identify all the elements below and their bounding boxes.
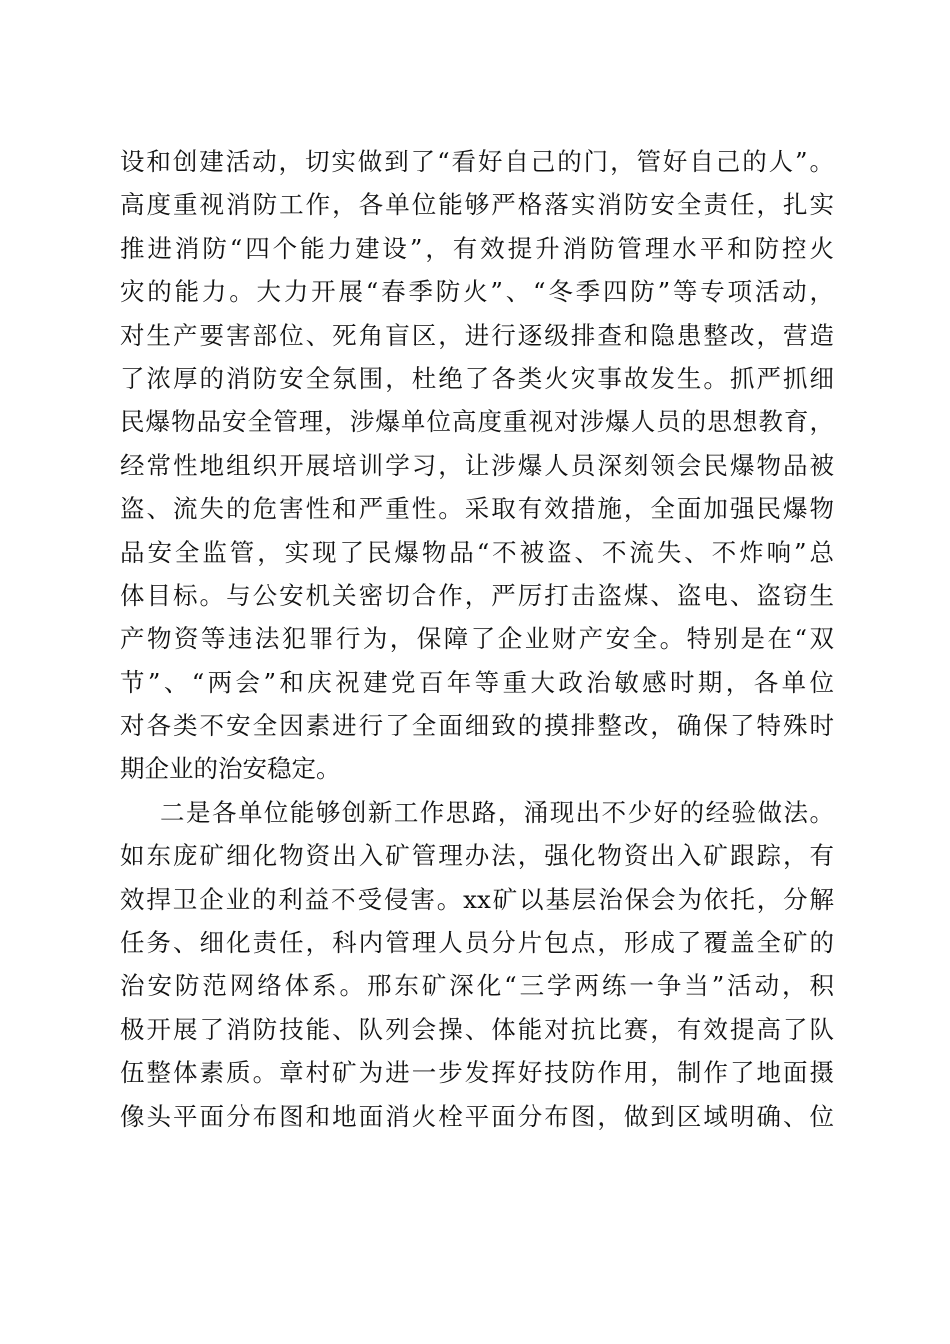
text-line: 了浓厚的消防安全氛围，杜绝了各类火灾事故发生。抓严抓细 <box>120 363 834 393</box>
text-line: 高度重视消防工作，各单位能够严格落实消防安全责任，扎实 <box>120 190 834 220</box>
text-line: 经常性地组织开展培训学习，让涉爆人员深刻领会民爆物品被 <box>120 450 834 480</box>
text-line: 体目标。与公安机关密切合作，严厉打击盗煤、盗电、盗窃生 <box>120 580 834 610</box>
text-line: 治安防范网络体系。邢东矿深化“三学两练一争当”活动，积 <box>120 971 834 1001</box>
text-line: 像头平面分布图和地面消火栓平面分布图，做到区域明确、位 <box>120 1101 834 1131</box>
text-line: 效捍卫企业的利益不受侵害。xx矿以基层治保会为依托，分解 <box>120 884 834 914</box>
text-line: 品安全监管，实现了民爆物品“不被盗、不流失、不炸响”总 <box>120 537 834 567</box>
text-line: 民爆物品安全管理，涉爆单位高度重视对涉爆人员的思想教育， <box>120 407 834 437</box>
text-line: 伍整体素质。章村矿为进一步发挥好技防作用，制作了地面摄 <box>120 1058 834 1088</box>
text-line: 任务、细化责任，科内管理人员分片包点，形成了覆盖全矿的 <box>120 928 834 958</box>
text-line: 产物资等违法犯罪行为，保障了企业财产安全。特别是在“双 <box>120 624 834 654</box>
text-line: 对各类不安全因素进行了全面细致的摸排整改，确保了特殊时 <box>120 711 834 741</box>
text-line: 盗、流失的危害性和严重性。采取有效措施，全面加强民爆物 <box>120 494 834 524</box>
text-line: 灾的能力。大力开展“春季防火”、“冬季四防”等专项活动， <box>120 277 834 307</box>
paragraph-1 <box>120 140 834 791</box>
paragraph-2 <box>120 791 834 1138</box>
text-line: 设和创建活动，切实做到了“看好自己的门，管好自己的人”。 <box>120 147 834 176</box>
text-line: 极开展了消防技能、队列会操、体能对抗比赛，有效提高了队 <box>120 1014 834 1044</box>
text-line: 如东庞矿细化物资出入矿管理办法，强化物资出入矿跟踪，有 <box>120 841 834 871</box>
text-line: 对生产要害部位、死角盲区，进行逐级排查和隐患整改，营造 <box>120 320 834 350</box>
text-line: 期企业的治安稳定。 <box>120 754 341 784</box>
text-line: 推进消防“四个能力建设”，有效提升消防管理水平和防控火 <box>120 233 834 263</box>
body-text <box>120 140 834 1138</box>
text-line: 节”、“两会”和庆祝建党百年等重大政治敏感时期，各单位 <box>120 667 834 697</box>
text-line: 二是各单位能够创新工作思路，涌现出不少好的经验做法。 <box>160 797 834 827</box>
